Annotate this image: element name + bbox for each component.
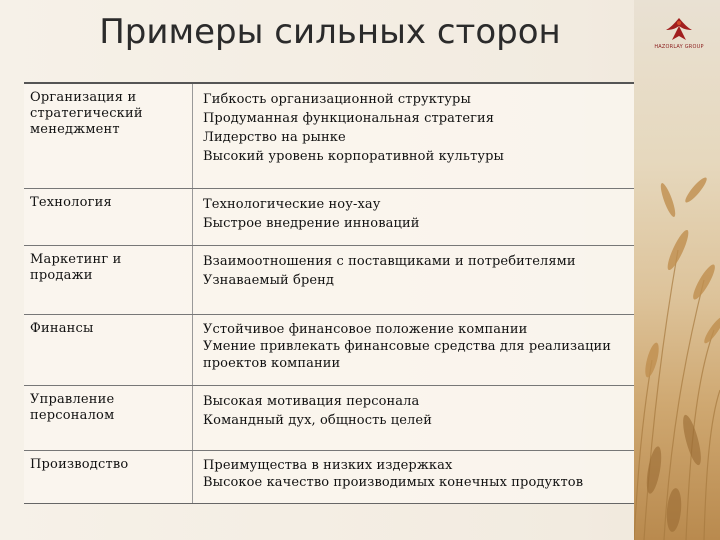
table-row xyxy=(24,84,634,189)
items-cell xyxy=(192,451,634,503)
table-row xyxy=(24,315,634,386)
items-cell xyxy=(192,84,634,188)
strength-item: Взаимоотношения с поставщиками и потребителями xyxy=(203,254,576,269)
wheat-photo xyxy=(634,0,720,540)
phoenix-icon xyxy=(652,14,706,44)
slide-title: Примеры сильных сторон xyxy=(99,12,561,52)
category-cell: Организация и стратегический менеджмент xyxy=(30,90,143,137)
logo-text: HAZORLAY GROUP xyxy=(654,44,704,50)
table-row xyxy=(24,451,634,503)
items-cell xyxy=(192,315,634,385)
company-logo xyxy=(652,14,706,58)
items-cell xyxy=(192,386,634,450)
strengths-table xyxy=(24,82,634,504)
table-row xyxy=(24,189,634,246)
table-row xyxy=(24,386,634,451)
strength-item: Гибкость организационной структуры xyxy=(203,92,471,107)
category-cell: Финансы xyxy=(30,321,94,336)
table-row xyxy=(24,246,634,315)
strength-item: Технологические ноу-хау xyxy=(203,197,381,212)
category-cell: Производство xyxy=(30,457,129,472)
strength-item: Быстрое внедрение инноваций xyxy=(203,216,420,231)
items-cell xyxy=(192,246,634,314)
strength-item: Лидерство на рынке xyxy=(203,130,346,145)
category-cell: Маркетинг и продажи xyxy=(30,252,122,283)
category-cell: Технология xyxy=(30,195,112,210)
category-cell: Управление персоналом xyxy=(30,392,115,423)
strength-item: Узнаваемый бренд xyxy=(203,273,335,288)
strength-item: Высокий уровень корпоративной культуры xyxy=(203,149,504,164)
strength-item: Командный дух, общность целей xyxy=(203,413,432,428)
strength-item: Продуманная функциональная стратегия xyxy=(203,111,495,126)
strength-item: Устойчивое финансовое положение компании xyxy=(203,322,528,337)
strength-item: Преимущества в низких издержках xyxy=(203,458,453,473)
strength-item: Умение привлекать финансовые средства для реализации проектов компании xyxy=(203,339,612,371)
strength-item: Высокая мотивация персонала xyxy=(203,394,420,409)
strength-item: Высокое качество производимых конечных продуктов xyxy=(203,475,584,490)
items-cell xyxy=(192,189,634,245)
